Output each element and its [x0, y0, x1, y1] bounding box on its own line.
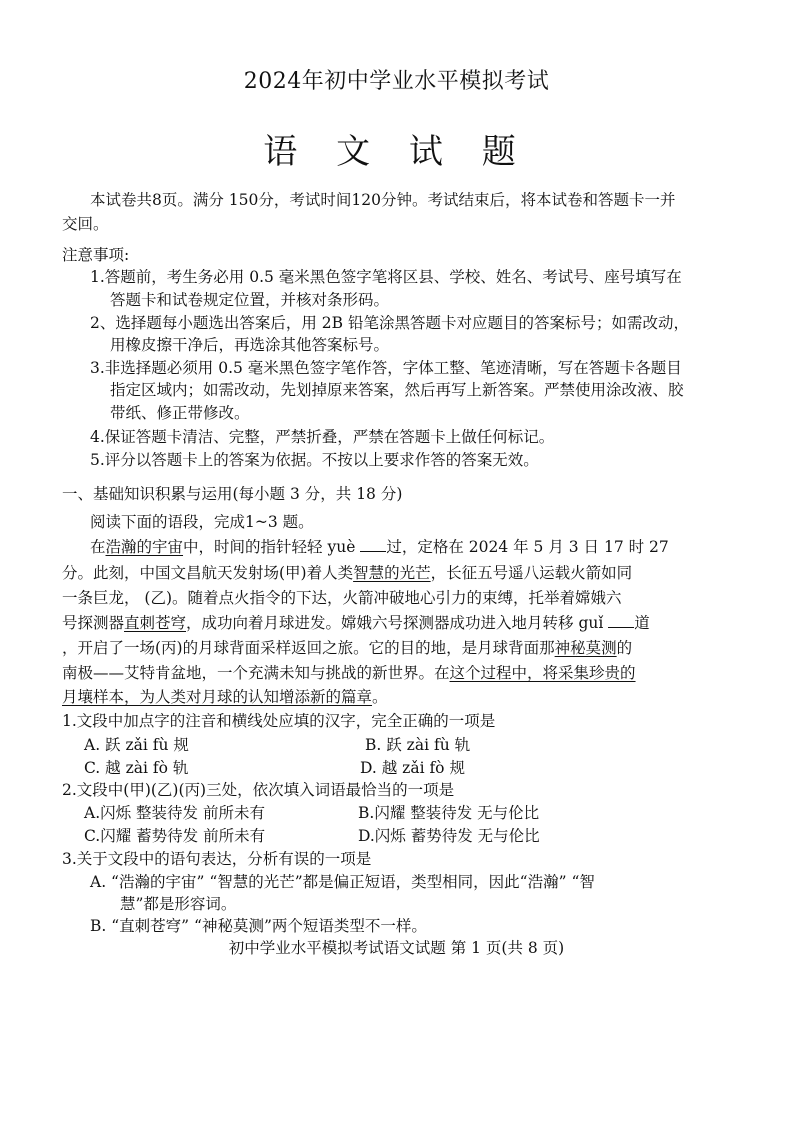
q3-option-a-line-2: 慧”都是形容词。 — [120, 895, 237, 913]
note-2-line-1: 2、选择题每小题选出答案后，用 2B 铅笔涂黑答题卡对应题目的答案标号；如需改动， — [90, 314, 689, 332]
passage-text: 中，时间的指针轻轻 yuè — [183, 538, 361, 556]
section-instruction: 阅读下面的语段，完成1~3 题。 — [90, 513, 314, 531]
passage-text: 号探测器 — [62, 614, 125, 632]
exam-title: 2024年初中学业水平模拟考试 — [243, 69, 550, 94]
subject-title: 语 文 试 题 — [263, 132, 530, 172]
q3-option-b: B. “直刺苍穹” “神秘莫测”两个短语类型不一样。 — [90, 917, 427, 935]
note-3-line-1: 3.非选择题必须用 0.5 毫米黑色签字笔作答，字体工整、笔迹清晰，写在答题卡各题目 — [90, 359, 682, 377]
underlined-phrase: 这个过程中，将采集珍贵的 — [449, 664, 636, 682]
passage-text: 南极——艾特肯盆地，一个充满未知与挑战的新世界。在 — [62, 664, 450, 682]
passage-text: 过，定格在 2024 年 5 月 3 日 17 时 27 — [386, 538, 669, 556]
q2-option-d: D.闪烁 蓄势待发 无与伦比 — [358, 827, 540, 845]
underlined-phrase: 直刺苍穹 — [124, 614, 187, 632]
q2-option-a: A.闪烁 整装待发 前所未有 — [84, 804, 265, 822]
passage-line-7 — [62, 687, 388, 707]
passage-text: 的 — [616, 639, 633, 657]
passage-line-3: 一条巨龙， (乙)。随着点火指令的下达，火箭冲破地心引力的束缚，托举着嫦娥六 — [62, 589, 622, 607]
question-2: 2.文段中(甲)(乙)(丙)三处，依次填入词语最恰当的一项是 — [62, 781, 455, 799]
passage-text: 在 — [90, 538, 106, 556]
note-1-line-1: 1.答题前，考生务必用 0.5 毫米黑色签字笔将区县、学校、姓名、考试号、座号填写在 — [90, 268, 682, 286]
passage-text: 道 — [634, 614, 650, 632]
q1-option-b: B. 跃 zài fù 轨 — [365, 736, 471, 754]
passage-text: ，成功向着月球进发。嫦娥六号探测器成功进入地月转移 guǐ — [186, 614, 609, 632]
q1-option-a: A. 跃 zǎi fù 规 — [84, 736, 189, 754]
note-3-line-2: 指定区域内；如需改动，先划掉原来答案，然后再写上新答案。严禁使用涂改液、胶 — [110, 381, 684, 399]
note-5: 5.评分以答题卡上的答案为依据。不按以上要求作答的答案无效。 — [90, 451, 539, 469]
passage-line-4 — [62, 613, 650, 633]
note-3-line-3: 带纸、修正带修改。 — [110, 404, 250, 422]
passage-line-1 — [90, 537, 669, 557]
q1-option-c: C. 越 zài fò 轨 — [84, 759, 189, 777]
question-1: 1.文段中加点字的注音和横线处应填的汉字，完全正确的一项是 — [62, 712, 496, 730]
q2-option-c: C.闪耀 蓄势待发 前所未有 — [84, 827, 266, 845]
section-heading: 一、基础知识积累与运用(每小题 3 分，共 18 分) — [62, 485, 403, 503]
underlined-phrase: 智慧的光芒 — [353, 564, 431, 582]
fill-blank — [608, 613, 634, 628]
q3-option-a-line-1: A. “浩瀚的宇宙” “智慧的光芒”都是偏正短语，类型相同，因此“浩瀚” “智 — [90, 873, 595, 891]
note-4: 4.保证答题卡清洁、完整，严禁折叠，严禁在答题卡上做任何标记。 — [90, 428, 555, 446]
passage-text: ，长征五号遥八运载火箭如同 — [430, 564, 633, 582]
q2-option-b: B.闪耀 整装待发 无与伦比 — [358, 804, 540, 822]
passage-line-5 — [62, 638, 632, 658]
underlined-phrase: 月壤样本，为人类对月球的认知增添新的篇章 — [62, 688, 373, 706]
note-1-line-2: 答题卡和试卷规定位置，并核对条形码。 — [110, 291, 390, 309]
passage-text: 分。此刻，中国文昌航天发射场(甲)着人类 — [62, 564, 354, 582]
fill-blank — [360, 537, 386, 552]
passage-text: ，开启了一场(丙)的月球背面采样返回之旅。它的目的地，是月球背面那 — [62, 639, 555, 657]
passage-line-6 — [62, 663, 636, 683]
q1-option-d: D. 越 zǎi fò 规 — [360, 759, 465, 777]
underlined-phrase: 神秘莫测 — [554, 639, 617, 657]
underlined-phrase: 浩瀚的宇宙 — [105, 538, 184, 556]
page-footer: 初中学业水平模拟考试语文试题 第 1 页(共 8 页) — [228, 939, 565, 957]
notes-heading: 注意事项: — [62, 246, 130, 264]
note-2-line-2: 用橡皮擦干净后，再选涂其他答案标号。 — [110, 336, 390, 354]
passage-line-2 — [62, 563, 632, 583]
question-3: 3.关于文段中的语句表达，分析有误的一项是 — [62, 850, 372, 868]
intro-line-2: 交回。 — [62, 215, 109, 233]
passage-text: 。 — [372, 688, 388, 706]
intro-line-1: 本试卷共8页。满分 150分，考试时间120分钟。考试结束后，将本试卷和答题卡一并 — [90, 191, 676, 209]
